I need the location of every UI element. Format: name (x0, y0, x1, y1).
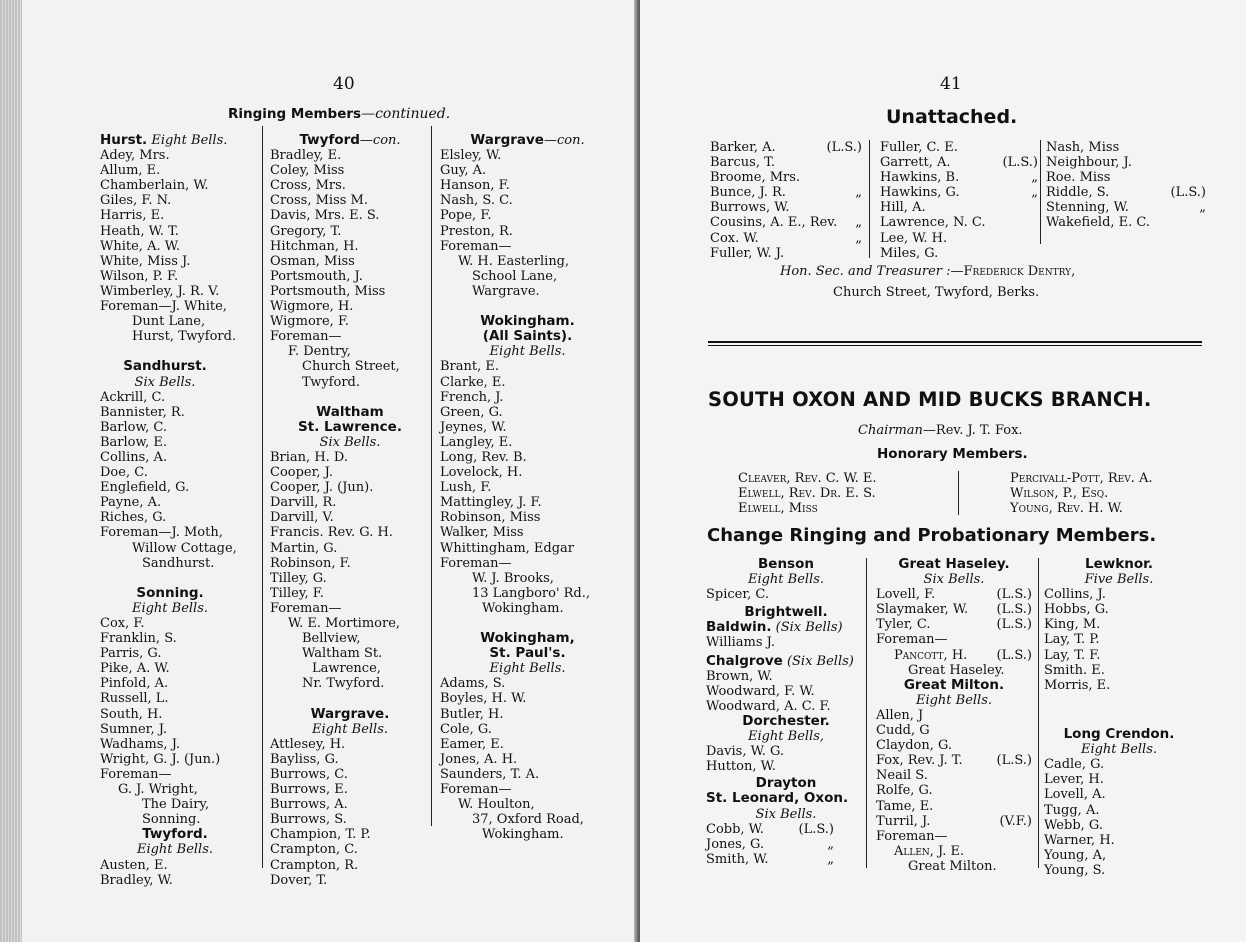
list-item: Spicer, C. (706, 587, 770, 603)
list-item: Crampton, R. (270, 857, 359, 873)
list-item: Burrows, S. (270, 812, 347, 828)
section-brightwell: Brightwell. (744, 604, 828, 621)
list-item: The Dairy, (142, 797, 210, 813)
section-benson: Benson (758, 556, 814, 572)
list-item: Franklin, S. (100, 631, 177, 647)
list-item: Bayliss, G. (270, 751, 339, 767)
list-item: Walker, Miss (440, 525, 524, 541)
membership-tag: „ (1031, 185, 1038, 201)
section-long-crendon: Long Crendon. (1063, 726, 1175, 743)
list-item: Darvill, V. (270, 510, 334, 526)
column-rule (958, 471, 959, 515)
list-item: Hanson, F. (440, 178, 510, 194)
list-item: South, H. (100, 706, 163, 722)
list-item: Bunce, J. R. „ (710, 185, 862, 201)
list-item: Woodward, A. C. F. (706, 698, 831, 714)
list-item: Riddle, S. (L.S.) (1046, 185, 1206, 201)
list-item: Cousins, A. E., Rev. „ (710, 215, 862, 231)
list-item: Sumner, J. (100, 721, 168, 737)
list-item: Foreman— (100, 766, 172, 782)
list-item: Warner, H. (1044, 832, 1115, 848)
list-item: Roe. Miss (1046, 170, 1111, 186)
list-item: Foreman— (876, 632, 948, 648)
list-item: Foreman— (270, 600, 342, 616)
list-item: 37, Oxford Road, (472, 812, 584, 828)
list-item: Tyler, C. (L.S.) (876, 617, 1032, 633)
list-item: Cross, Miss M. (270, 193, 368, 209)
list-item: Pike, A. W. (100, 661, 170, 677)
list-item: Claydon, G. (876, 738, 953, 754)
list-item: W. H. Easterling, (458, 253, 570, 269)
list-item: Pinfold, A. (100, 676, 169, 692)
change-ringing-title: Change Ringing and Probationary Members. (707, 525, 1157, 546)
column-rule (262, 126, 263, 868)
column-rule (1038, 558, 1039, 868)
list-item: Waltham St. (302, 646, 383, 662)
section-twyford: Twyford. (142, 826, 208, 843)
list-item: Heath, W. T. (100, 223, 179, 239)
membership-tag: (L.S.) (996, 587, 1032, 603)
list-item: Hitchman, H. (270, 238, 359, 254)
list-item: Smith. E. (1044, 662, 1105, 678)
list-item: Hawkins, B. „ (880, 170, 1038, 186)
list-item: Wigmore, F. (270, 314, 350, 330)
list-item: Sandhurst. (142, 555, 215, 571)
membership-tag: (L.S.) (996, 647, 1032, 663)
section-lewknor: Lewknor. (1085, 556, 1153, 572)
list-item: Broome, Mrs. (710, 170, 801, 186)
list-item: W. J. Brooks, (472, 570, 554, 586)
list-item: Wimberley, J. R. V. (100, 283, 220, 299)
list-item: Wilson, P. F. (100, 268, 179, 284)
list-item: Jeynes, W. (440, 419, 507, 435)
list-item: Parris, G. (100, 646, 162, 662)
list-item: Lovelock, H. (440, 465, 523, 481)
membership-tag: (L.S.) (996, 602, 1032, 618)
list-item: Tame, E. (876, 798, 934, 814)
list-item: Miles, G. (880, 245, 939, 261)
section-great-haseley: Great Haseley. (898, 556, 1010, 572)
list-item: Saunders, T. A. (440, 766, 540, 782)
list-item: Wadhams, J. (100, 736, 181, 752)
list-item: Allen, J. E. (894, 843, 965, 859)
list-item: Cobb, W. (L.S.) (706, 821, 834, 837)
list-item: Cox. W. „ (710, 230, 862, 246)
list-item: School Lane, (472, 268, 558, 284)
list-item: Cadle, G. (1044, 757, 1105, 773)
list-item: Wargrave. (472, 283, 540, 299)
list-item: Ackrill, C. (100, 389, 166, 405)
list-item: Pancott, H. (L.S.) (894, 647, 1032, 663)
list-item: Cole, G. (440, 721, 492, 737)
list-item: Foreman—J. Moth, (100, 525, 223, 541)
list-item: Gregory, T. (270, 223, 342, 239)
page-heading: Ringing Members—continued. (228, 106, 451, 122)
list-item: Foreman— (440, 238, 512, 254)
section-wokingham-st-pauls: Wokingham, (480, 630, 575, 647)
list-item: Preston, R. (440, 223, 513, 239)
change-column-2: Great Haseley. Six Bells. Lovell, F. (L.S.) Slaymaker, W. (L.S.) Tyler, C. (L.S.) Foreman— Pancott, H. (L.S.) Great Haseley. Great Milton. Eight Bells. Allen, J Cudd, G Claydon, G. Fox, Rev. J. T. (L.S.) Neail S. Rolfe, G. Tame, E. Turril, J. (V.F.) Foreman— Allen, J. E. Great Milton. (876, 556, 1032, 874)
chairman-line: Chairman—Rev. J. T. Fox. (858, 423, 1023, 438)
list-item: Bradley, E. (270, 148, 342, 164)
list-item: Austen, E. (100, 857, 168, 873)
list-item: Crampton, C. (270, 842, 358, 858)
list-item: Adams, S. (440, 676, 506, 692)
section-sonning: Sonning. (136, 584, 204, 601)
list-item: Englefield, G. (100, 480, 190, 496)
page-edges (0, 0, 22, 942)
list-item: Elwell, Rev. Dr. E. S. (738, 486, 876, 502)
list-item: Morris, E. (1044, 677, 1111, 693)
list-item: Robinson, F. (270, 555, 351, 571)
list-item: Neighbour, J. (1046, 155, 1132, 171)
list-item: Clarke, E. (440, 374, 506, 390)
list-item: Green, G. (440, 404, 503, 420)
list-item: Cooper, J. (Jun). (270, 480, 374, 496)
unattached-column-3 (1046, 140, 1206, 231)
list-item: Rolfe, G. (876, 783, 933, 799)
change-column-3: Lewknor. Five Bells. Collins, J. Hobbs, G. King, M. Lay, T. P. Lay, T. F. Smith. E. Morris, E. Long Crendon. Eight Bells. Cadle, G. Lever, H. Lovell, A. Tugg, A. Webb, G. Warner, H. Young, A, Young, S. (1044, 557, 1194, 878)
list-item: Doe, C. (100, 465, 148, 481)
list-item: Lee, W. H. (880, 230, 948, 246)
page-number: 41 (940, 74, 962, 94)
membership-tag: (L.S.) (996, 617, 1032, 633)
membership-tag: „ (855, 230, 862, 246)
section-drayton: Drayton (755, 775, 817, 792)
list-item: Barlow, E. (100, 434, 167, 450)
list-item: Barlow, C. (100, 419, 167, 435)
list-item: Darvill, R. (270, 495, 337, 511)
right-page (640, 0, 1246, 942)
column-rule (866, 558, 867, 868)
list-item: Brown, W. (706, 668, 773, 684)
list-item: Allum, E. (100, 163, 161, 179)
list-item: Brant, E. (440, 359, 500, 375)
list-item: Lush, F. (440, 480, 492, 496)
list-item: Payne, A. (100, 495, 162, 511)
page-number: 40 (333, 74, 355, 94)
list-item: Hill, A. (880, 200, 926, 216)
list-item: Dover, T. (270, 872, 328, 888)
list-item: Tilley, F. (270, 585, 324, 601)
section-wokingham-all-saints: Wokingham. (480, 313, 575, 330)
list-item: Cleaver, Rev. C. W. E. (738, 471, 877, 486)
membership-tag: (L.S.) (996, 753, 1032, 769)
list-item: Jones, A. H. (440, 751, 518, 767)
list-item: W. Houlton, (458, 797, 535, 813)
list-item: Bannister, R. (100, 404, 185, 420)
list-item: Butler, H. (440, 706, 504, 722)
list-item: Wokingham. (482, 827, 564, 843)
list-item: Young, S. (1044, 862, 1106, 878)
list-item: Wilson, P., Esq. (1010, 486, 1109, 502)
list-item: Elwell, Miss (738, 501, 818, 517)
list-item: Burrows, W. (710, 200, 790, 216)
list-item: Nr. Twyford. (302, 676, 385, 692)
list-item: White, Miss J. (100, 253, 191, 269)
list-item: Bradley, W. (100, 872, 173, 888)
divider-rule (708, 341, 1202, 346)
change-column-1: Benson Eight Bells. Spicer, C. Brightwell. Baldwin. (Six Bells) Williams J. Chalgrove (Six Bells) Brown, W. Woodward, F. W. Woodward, A. C. F. Dorchester. Eight Bells, Davis, W. G. Hutton, W. Drayton St. Leonard, Oxon. Six Bells. Cobb, W. (L.S.) Jones, G. „ Smith, W. „ (706, 557, 866, 867)
list-item: Fox, Rev. J. T. (L.S.) (876, 753, 1032, 769)
section-sandhurst: Sandhurst. (123, 358, 207, 375)
list-item: Bellview, (302, 631, 361, 647)
list-item: Smith, W. „ (706, 851, 834, 867)
list-item: Brian, H. D. (270, 449, 349, 465)
list-item: Foreman— (876, 828, 948, 844)
list-item: Robinson, Miss (440, 510, 541, 526)
list-item: Riches, G. (100, 510, 167, 526)
list-item: Elsley, W. (440, 148, 502, 164)
list-item: Lay, T. P. (1044, 632, 1100, 648)
list-item: Great Haseley. (908, 662, 1005, 678)
column-rule (869, 140, 870, 258)
list-item: Garrett, A. (L.S.) (880, 155, 1038, 171)
list-item: Portsmouth, J. (270, 268, 363, 284)
membership-tag: „ (855, 215, 862, 231)
list-item: Dunt Lane, (132, 314, 206, 330)
list-item: Hobbs, G. (1044, 602, 1109, 618)
list-item: Foreman— (270, 329, 342, 345)
list-item: Allen, J (876, 707, 924, 723)
list-item: Wigmore, H. (270, 299, 354, 315)
list-item: Neail S. (876, 768, 928, 784)
section-waltham: Waltham (316, 403, 384, 420)
list-item: Turril, J. (V.F.) (876, 813, 1032, 829)
membership-tag: „ (855, 185, 862, 201)
membership-tag: „ (827, 851, 834, 867)
list-item: Lawrence, N. C. (880, 215, 986, 231)
list-item: Jones, G. „ (706, 836, 834, 852)
list-item: Lever, H. (1044, 772, 1104, 788)
list-item: Eamer, E. (440, 736, 504, 752)
list-item: Hawkins, G. „ (880, 185, 1038, 201)
honorary-left (738, 471, 938, 516)
list-item: Young, A, (1044, 847, 1107, 863)
list-item: Percivall-Pott, Rev. A. (1010, 471, 1153, 486)
list-item: Portsmouth, Miss (270, 283, 386, 299)
list-item: Harris, E. (100, 208, 165, 224)
membership-tag: (L.S.) (1170, 185, 1206, 201)
membership-tag: (L.S.) (1002, 155, 1038, 171)
list-item: Foreman— (440, 555, 512, 571)
column-2: Twyford—con. Bradley, E. Coley, Miss Cross, Mrs. Cross, Miss M. Davis, Mrs. E. S. Gregory, T. Hitchman, H. Osman, Miss Portsmouth, J. Portsmouth, Miss Wigmore, H. Wigmore, F. Foreman— F. Dentry, Church Street, Twyford. Waltham St. Lawrence. Six Bells. Brian, H. D. Cooper, J. Cooper, J. (Jun). Darvill, R. Darvill, V. Francis. Rev. G. H. Martin, G. Robinson, F. Tilley, G. Tilley, F. Foreman— W. E. Mortimore, Bellview, Waltham St. Lawrence, Nr. Twyford. Wargrave. Eight Bells. Attlesey, H. Bayliss, G. Burrows, C. Burrows, E. Burrows, A. Burrows, S. Champion, T. P. Crampton, C. Crampton, R. Dover, T. (270, 133, 430, 888)
list-item: Barker, A. (L.S.) (710, 140, 862, 155)
list-item: Davis, W. G. (706, 744, 785, 760)
list-item: Tugg, A. (1044, 802, 1100, 818)
list-item: Great Milton. (908, 858, 997, 874)
list-item: Nash, S. C. (440, 193, 513, 209)
list-item: Chamberlain, W. (100, 178, 209, 194)
list-item: G. J. Wright, (118, 782, 198, 798)
list-item: Coley, Miss (270, 163, 345, 179)
list-item: Attlesey, H. (270, 736, 346, 752)
list-item: Cox, F. (100, 616, 145, 631)
section-chalgrove: Chalgrove (706, 652, 783, 669)
list-item: Cross, Mrs. (270, 178, 346, 194)
list-item: Williams J. (706, 635, 775, 651)
list-item: 13 Langboro' Rd., (472, 585, 591, 601)
honorary-right (1010, 471, 1210, 516)
list-item: Slaymaker, W. (L.S.) (876, 602, 1032, 618)
list-item: Whittingham, Edgar (440, 540, 575, 556)
list-item: Sonning. (142, 812, 201, 828)
list-item: King, M. (1044, 617, 1101, 633)
section-wargrave: Wargrave. (310, 705, 390, 722)
column-1: Hurst. Eight Bells. Adey, Mrs. Allum, E. Chamberlain, W. Giles, F. N. Harris, E. Heath, W. T. White, A. W. White, Miss J. Wilson, P. F. Wimberley, J. R. V. Foreman—J. White, Dunt Lane, Hurst, Twyford. Sandhurst. Six Bells. Ackrill, C. Bannister, R. Barlow, C. Barlow, E. Collins, A. Doe, C. Englefield, G. Payne, A. Riches, G. Foreman—J. Moth, Willow Cottage, Sandhurst. Sonning. Eight Bells. Cox, F. Franklin, S. Parris, G. Pike, A. W. Pinfold, A. Russell, L. South, H. Sumner, J. Wadhams, J. Wright, G. J. (Jun.) Foreman— G. J. Wright, The Dairy, Sonning. Twyford. Eight Bells. Austen, E. Bradley, W. (100, 133, 260, 888)
list-item: Foreman— (440, 782, 512, 798)
list-item: Burrows, A. (270, 797, 348, 813)
list-item: Young, Rev. H. W. (1010, 501, 1123, 517)
list-item: Langley, E. (440, 434, 513, 450)
list-item: Lay, T. F. (1044, 647, 1101, 663)
list-item: Wright, G. J. (Jun.) (100, 751, 221, 767)
list-item: Hurst, Twyford. (132, 329, 237, 345)
list-item: Church Street, (302, 359, 400, 375)
column-rule (431, 126, 432, 826)
column-3: Wargrave—con. Elsley, W. Guy, A. Hanson, F. Nash, S. C. Pope, F. Preston, R. Foreman— W. H. Easterling, School Lane, Wargrave. Wokingham. (All Saints). Eight Bells. Brant, E. Clarke, E. French, J. Green, G. Jeynes, W. Langley, E. Long, Rev. B. Lovelock, H. Lush, F. Mattingley, J. F. Robinson, Miss Walker, Miss Whittingham, Edgar Foreman— W. J. Brooks, 13 Langboro' Rd., Wokingham. Wokingham, St. Paul's. Eight Bells. Adams, S. Boyles, H. W. Butler, H. Cole, G. Eamer, E. Jones, A. H. Saunders, T. A. Foreman— W. Houlton, 37, Oxford Road, Wokingham. (440, 133, 615, 842)
list-item: Lovell, F. (L.S.) (876, 587, 1032, 603)
list-item: Pope, F. (440, 208, 492, 224)
list-item: White, A. W. (100, 238, 180, 254)
list-item: Osman, Miss (270, 253, 355, 269)
list-item: Burrows, C. (270, 766, 348, 782)
list-item: Collins, A. (100, 449, 168, 465)
membership-tag: „ (827, 836, 834, 852)
list-item: W. E. Mortimore, (288, 616, 401, 631)
section-dorchester: Dorchester. (742, 712, 830, 729)
list-item: Russell, L. (100, 691, 169, 707)
unattached-column-1 (710, 140, 862, 261)
list-item: Fuller, C. E. (880, 140, 958, 155)
list-item: F. Dentry, (288, 344, 351, 360)
list-item: Stenning, W. „ (1046, 200, 1206, 216)
list-item: Barcus, T. (710, 155, 775, 171)
unattached-column-2 (880, 140, 1038, 261)
membership-tag: (V.F.) (999, 813, 1032, 829)
membership-tag: „ (1031, 170, 1038, 186)
list-item: Wakefield, E. C. (1046, 215, 1151, 231)
list-item: Tilley, G. (270, 570, 327, 586)
honorary-title: Honorary Members. (877, 446, 1028, 462)
list-item: Collins, J. (1044, 587, 1106, 603)
list-item: Fuller, W. J. (710, 245, 785, 261)
unattached-title: Unattached. (886, 106, 1018, 128)
membership-tag: „ (1199, 200, 1206, 216)
list-item: Long, Rev. B. (440, 449, 527, 465)
list-item: Champion, T. P. (270, 827, 371, 843)
list-item: Davis, Mrs. E. S. (270, 208, 380, 224)
list-item: Martin, G. (270, 540, 338, 556)
list-item: Giles, F. N. (100, 193, 172, 209)
list-item: Guy, A. (440, 163, 487, 179)
list-item: Woodward, F. W. (706, 683, 815, 699)
list-item: Twyford. (302, 374, 360, 390)
list-item: Wokingham. (482, 600, 564, 616)
list-item: Adey, Mrs. (100, 148, 170, 164)
list-item: Lovell, A. (1044, 787, 1106, 803)
list-item: Francis. Rev. G. H. (270, 525, 393, 541)
list-item: Lawrence, (312, 661, 381, 677)
list-item: Webb, G. (1044, 817, 1103, 833)
list-item: Cudd, G (876, 723, 930, 739)
list-item: Boyles, H. W. (440, 691, 527, 707)
list-item: Willow Cottage, (132, 540, 237, 556)
section-great-milton: Great Milton. (903, 676, 1005, 693)
membership-tag: (L.S.) (798, 821, 834, 837)
secretary-line: Hon. Sec. and Treasurer :—Frederick Dentry, (780, 264, 1076, 279)
list-item: French, J. (440, 389, 504, 405)
list-item: Burrows, E. (270, 782, 348, 798)
secretary-address: Church Street, Twyford, Berks. (833, 285, 1040, 300)
list-item: Cooper, J. (270, 465, 334, 481)
branch-title: SOUTH OXON AND MID BUCKS BRANCH. (708, 388, 1152, 411)
list-item: Hutton, W. (706, 759, 776, 775)
list-item: Foreman—J. White, (100, 299, 227, 315)
membership-tag: (L.S.) (826, 140, 862, 155)
column-rule (1040, 140, 1041, 244)
list-item: Mattingley, J. F. (440, 495, 542, 511)
list-item: Nash, Miss (1046, 140, 1120, 155)
